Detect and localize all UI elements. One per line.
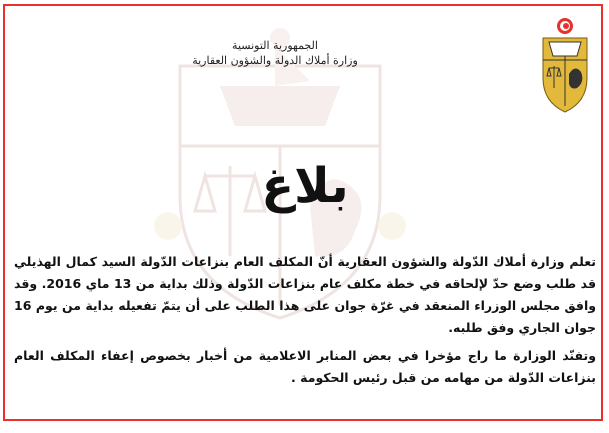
page-title: بلاغ bbox=[261, 158, 349, 214]
tunisia-coat-of-arms-icon bbox=[539, 16, 591, 116]
announcement-body bbox=[14, 251, 596, 389]
republic-name: الجمهورية التونسية bbox=[232, 39, 318, 52]
paragraph-2: وتفنّد الوزارة ما راج مؤخرا في بعض المنابر الاعلامية من أخبار بخصوص إعفاء المكلف العام بنزاعات الدّولة من مهامه من قبل رئيس الحكومة . bbox=[14, 348, 596, 385]
ministry-name: وزارة أملاك الدولة والشؤون العقارية bbox=[192, 54, 358, 67]
paragraph-1: تعلم وزارة أملاك الدّولة والشؤون العقارية أنّ المكلف العام بنزاعات الدّولة السيد كمال الهذيلي قد طلب وضع حدّ لإلحاقه في خطة مكلف عام بنزاعات الدّولة وذلك بداية من 13 ماي 2016. وقد وافق مجلس الوزراء المنعقد في غرّة جوان على هذا الطلب على أن يتمّ تفعيله بداية من يوم 16 جوان الجاري وفق طلبه. bbox=[14, 254, 597, 335]
letterhead bbox=[150, 38, 400, 68]
